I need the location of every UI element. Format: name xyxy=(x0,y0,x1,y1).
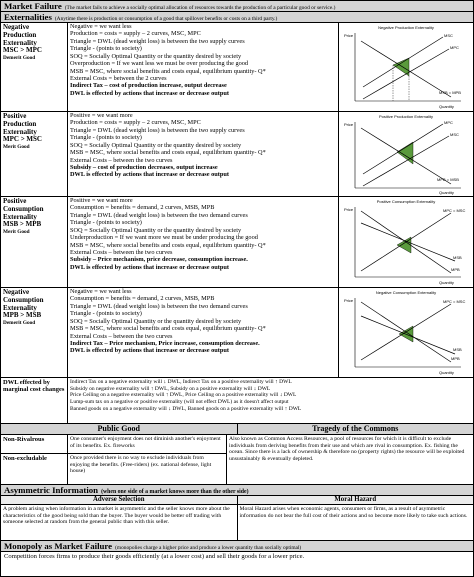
monopoly-header xyxy=(1,541,473,552)
bullet: Consumption = benefits = demand, 2 curves, MSB, MPB xyxy=(70,204,215,212)
monopoly-subtitle: (monopolies charge a higher price and produce a lower quantity than socially optimal) xyxy=(115,545,302,551)
row-text: One consumer's enjoyment does not diminish another's enjoyment of its benefits. Ex. fireworks xyxy=(70,436,221,449)
bullet: SOQ = Socially Optimal Quantity or the quantity desired by society xyxy=(70,52,242,60)
tragedy-title: Tragedy of the Commons xyxy=(238,424,474,434)
curve-label: MPB xyxy=(451,356,460,361)
bullet: External Costs = between the 2 curves xyxy=(70,74,167,82)
row-label: Non-excludable xyxy=(1,454,68,484)
curve-label: MPC xyxy=(450,45,459,50)
curve-label: MSC xyxy=(444,33,453,38)
label-line: Production xyxy=(3,119,37,128)
bullet: Subsidy – cost of production decreases, output increase xyxy=(70,163,218,171)
label-line: Externality xyxy=(3,38,37,47)
curve-label: MPC = MSC xyxy=(443,299,466,304)
bullet: SOQ = Socially Optimal Quantity or the quantity desired by society xyxy=(70,317,242,325)
dwl-line: Banned goods on a negative externality will ↓ DWL, Banned goods on a positive externality will ↑ DWL xyxy=(70,405,302,412)
non-rivalrous-row xyxy=(1,435,226,454)
graph-title: Positive Consumption Externality xyxy=(376,199,436,204)
bullet: Triangle = DWL (dead weight loss) is between the two supply curves xyxy=(70,37,245,45)
adverse-text: A problem arising when information in a market is asymmetric and the seller knows more about the characteristics of the good being sold than the buyer. The buyer would be better off trading with someone selected at random from the general public than with this seller. xyxy=(1,505,238,540)
good-type: Merit Good xyxy=(3,229,30,236)
label-line: MSC > MPC xyxy=(3,46,42,55)
graph-svg xyxy=(339,112,473,196)
row-label: Non-Rivalrous xyxy=(1,435,68,453)
bullet: DWL is effected by actions that increase or decrease output xyxy=(70,347,229,355)
bullet: Negative = we want less xyxy=(70,23,132,30)
x-axis-label: Quantity xyxy=(439,370,454,375)
bullet: External Costs – between the two curves xyxy=(70,248,173,256)
dwl-line: Lump-sum tax on a negative or positive externality (will not effect DWL) as it doesn't affect output xyxy=(70,399,289,406)
dwl-line: Price Ceiling on a negative externality will ↑ DWL, Price Ceiling on a positive externality will ↓ DWL xyxy=(70,392,297,399)
tragedy-text: Also known as Common Access Resources, a pool of resources for which it is difficult to exclude individuals from deriving benefits from their use and which are rival in consumption. Ex. fishing the ocean. Since there is a lack of ownership & therefore no (property rights) the resource will be exploited unsustainably & eventually depleted. xyxy=(229,436,465,463)
bullet: Production = costs = supply – 2 curves, MSC, MPC xyxy=(70,119,201,127)
moral-text: Moral Hazard arises when economic agents, consumers or firms, as a result of asymmetric information do not bear the full cost of their actions and so become more likely to take such actions. xyxy=(239,506,468,519)
asymmetric-body xyxy=(1,505,473,541)
label-line: Externality xyxy=(3,127,37,136)
bullet: Triangle - (points to society) xyxy=(70,310,142,318)
bullet: SOQ = Socially Optimal Quantity or the quantity desired by society xyxy=(70,226,242,234)
graph-svg xyxy=(339,23,473,111)
market-failure-header xyxy=(1,1,473,12)
x-axis-label: Quantity xyxy=(439,104,454,109)
curve-label: MPC xyxy=(444,120,453,125)
bullet: MSB = MSC, where social benefits and costs equal, equilibrium quantity- Q* xyxy=(70,325,266,333)
curve-label: MSB = MPB xyxy=(439,90,461,95)
bullet-list xyxy=(68,112,339,196)
x-axis-label: Quantity xyxy=(439,280,454,285)
bullet: Consumption = benefits = demand, 2 curves, MSB, MPB xyxy=(70,295,215,303)
label-line: Negative xyxy=(3,288,30,296)
bullet: External Costs – between the two curves xyxy=(70,156,173,164)
dwl-line: Indirect Tax on a negative externality will ↓ DWL, Indirect Tax on a positive externality will ↑ DWL xyxy=(70,379,292,385)
y-axis-label: Price xyxy=(344,122,354,127)
graph-positive-consumption xyxy=(339,197,473,287)
curve-label: MSB xyxy=(453,255,462,260)
monopoly-title: Monopoly as Market Failure xyxy=(4,541,113,551)
page-title: Market Failure xyxy=(4,1,62,11)
y-axis-label: Price xyxy=(344,207,354,212)
bullet: Triangle = DWL (dead weight loss) is between the two supply curves xyxy=(70,126,245,134)
section-positive-consumption xyxy=(1,197,473,288)
bullet: Triangle = DWL (dead weight loss) is between the two demand curves xyxy=(70,302,248,310)
curve-label: MSC xyxy=(450,132,459,137)
curve-label: MPC = MSC xyxy=(443,208,466,213)
bullet: Subsidy – Price mechanism, price decrease, consumption increase. xyxy=(70,256,248,264)
asymmetric-subtitle: (when one side of a market knows more than the other side) xyxy=(101,489,249,495)
bullet-list xyxy=(68,288,339,377)
bullet: DWL is effected by actions that increase or decrease output xyxy=(70,89,229,97)
label-line: Externality xyxy=(3,303,37,312)
x-axis-label: Quantity xyxy=(439,190,454,195)
graph-positive-production xyxy=(339,112,473,196)
y-axis-label: Price xyxy=(344,33,354,38)
bullet: Underproduction = If we want more we must be under producing the good xyxy=(70,234,258,242)
externalities-header xyxy=(1,12,473,23)
externalities-subtitle: (Anytime there is production or consumption of a good that spillover benefits or costs on a third party.) xyxy=(54,16,278,22)
section-label xyxy=(1,288,68,377)
bullet-list xyxy=(68,197,339,287)
section-label xyxy=(1,23,68,111)
label-line: MSB > MPB xyxy=(3,220,42,229)
public-good-title: Public Good xyxy=(1,424,238,434)
public-good-header xyxy=(1,424,473,435)
bullet: DWL is effected by actions that increase or decrease output xyxy=(70,263,229,271)
section-dwl xyxy=(1,378,473,424)
graph-title: Negative Production Externality xyxy=(378,25,434,30)
y-axis-label: Price xyxy=(344,298,354,303)
adverse-title: Adverse Selection xyxy=(1,496,238,504)
non-excludable-row xyxy=(1,454,226,484)
bullet: Production = costs = supply – 2 curves, MSC, MPC xyxy=(70,30,201,38)
section-label xyxy=(1,112,68,196)
public-good-body xyxy=(1,435,473,485)
dwl-lines xyxy=(68,378,473,423)
label-line: Positive xyxy=(3,197,27,205)
asymmetric-subheader xyxy=(1,496,473,505)
label-line: MPC > MSC xyxy=(3,135,42,144)
bullet: Positive = we want more xyxy=(70,197,133,204)
bullet-list xyxy=(68,23,339,111)
graph-negative-production xyxy=(339,23,473,111)
good-type: Demerit Good xyxy=(3,55,36,62)
moral-title: Moral Hazard xyxy=(238,496,474,504)
bullet: Overproduction = If we want less we must be over producing the good xyxy=(70,60,249,68)
section-label xyxy=(1,197,68,287)
asymmetric-header xyxy=(1,485,473,496)
page-subtitle: (The market fails to achieve a socially optimal allocation of resources towards the production of a particular good or service.) xyxy=(64,5,336,11)
bullet: Triangle - (points to society) xyxy=(70,45,142,53)
good-type: Merit Good xyxy=(3,144,30,151)
label-line: Externality xyxy=(3,212,37,221)
bullet: DWL is effected by actions that increase or decrease output xyxy=(70,171,229,179)
section-negative-consumption xyxy=(1,288,473,378)
public-good-left xyxy=(1,435,227,484)
label-line: Production xyxy=(3,30,37,39)
section-positive-production xyxy=(1,112,473,197)
asymmetric-title: Asymmetric Information xyxy=(4,485,99,495)
externalities-title: Externalities xyxy=(4,12,52,22)
bullet: Triangle - (points to society) xyxy=(70,219,142,227)
graph-title: Negative Consumption Externality xyxy=(375,290,437,295)
bullet: External Costs – between the two curves xyxy=(70,332,173,340)
curve-label: MPB = MSB xyxy=(437,177,459,182)
dwl-label: DWL effected by marginal cost changes xyxy=(1,378,68,423)
curve-label: MPB xyxy=(451,267,460,272)
good-type: Demerit Good xyxy=(3,320,36,327)
bullet: Indirect Tax – cost of production increase, output decrease xyxy=(70,82,227,90)
bullet: Indirect Tax – Price mechanism, Price increase, consumption decrease. xyxy=(70,339,260,347)
label-line: MPB > MSB xyxy=(3,311,42,320)
label-line: Positive xyxy=(3,112,27,120)
bullet: MSB = MSC, where social benefits and costs equal, equilibrium quantity- Q* xyxy=(70,67,266,75)
graph-svg xyxy=(339,288,473,377)
graph-svg xyxy=(339,197,473,287)
bullet: Negative = we want less xyxy=(70,288,132,295)
bullet: Triangle - (points to society) xyxy=(70,134,142,142)
bullet: SOQ = Socially Optimal Quantity or the quantity desired by society xyxy=(70,141,242,149)
label-line: Consumption xyxy=(3,295,44,304)
row-text: Once provided there is no way to exclude individuals from enjoying the benefits. (Free-riders) (ex. national defense, light house) xyxy=(70,455,212,475)
curve-label: MSB xyxy=(453,347,462,352)
graph-title: Positive Production Externality xyxy=(378,114,434,119)
bullet: Positive = we want more xyxy=(70,112,133,119)
section-negative-production xyxy=(1,23,473,112)
label-line: Consumption xyxy=(3,204,44,213)
dwl-line: Subsidy on negative externality will ↑ DWL, Subsidy on a positive externality will ↓ DWL xyxy=(70,385,271,392)
bullet: Triangle = DWL (dead weight loss) is between the two demand curves xyxy=(70,211,248,219)
bullet: MSB = MSC, where social benefits and costs equal, equilibrium quantity- Q* xyxy=(70,241,266,249)
label-line: Negative xyxy=(3,23,30,31)
bullet: MSB = MSC, where social benefits and costs equal, equilibrium quantity- Q* xyxy=(70,149,266,157)
graph-negative-consumption xyxy=(339,288,473,377)
monopoly-text: Competition forces firms to produce their goods efficiently (at a lower cost) and sell their goods for a lower price. xyxy=(4,553,305,560)
